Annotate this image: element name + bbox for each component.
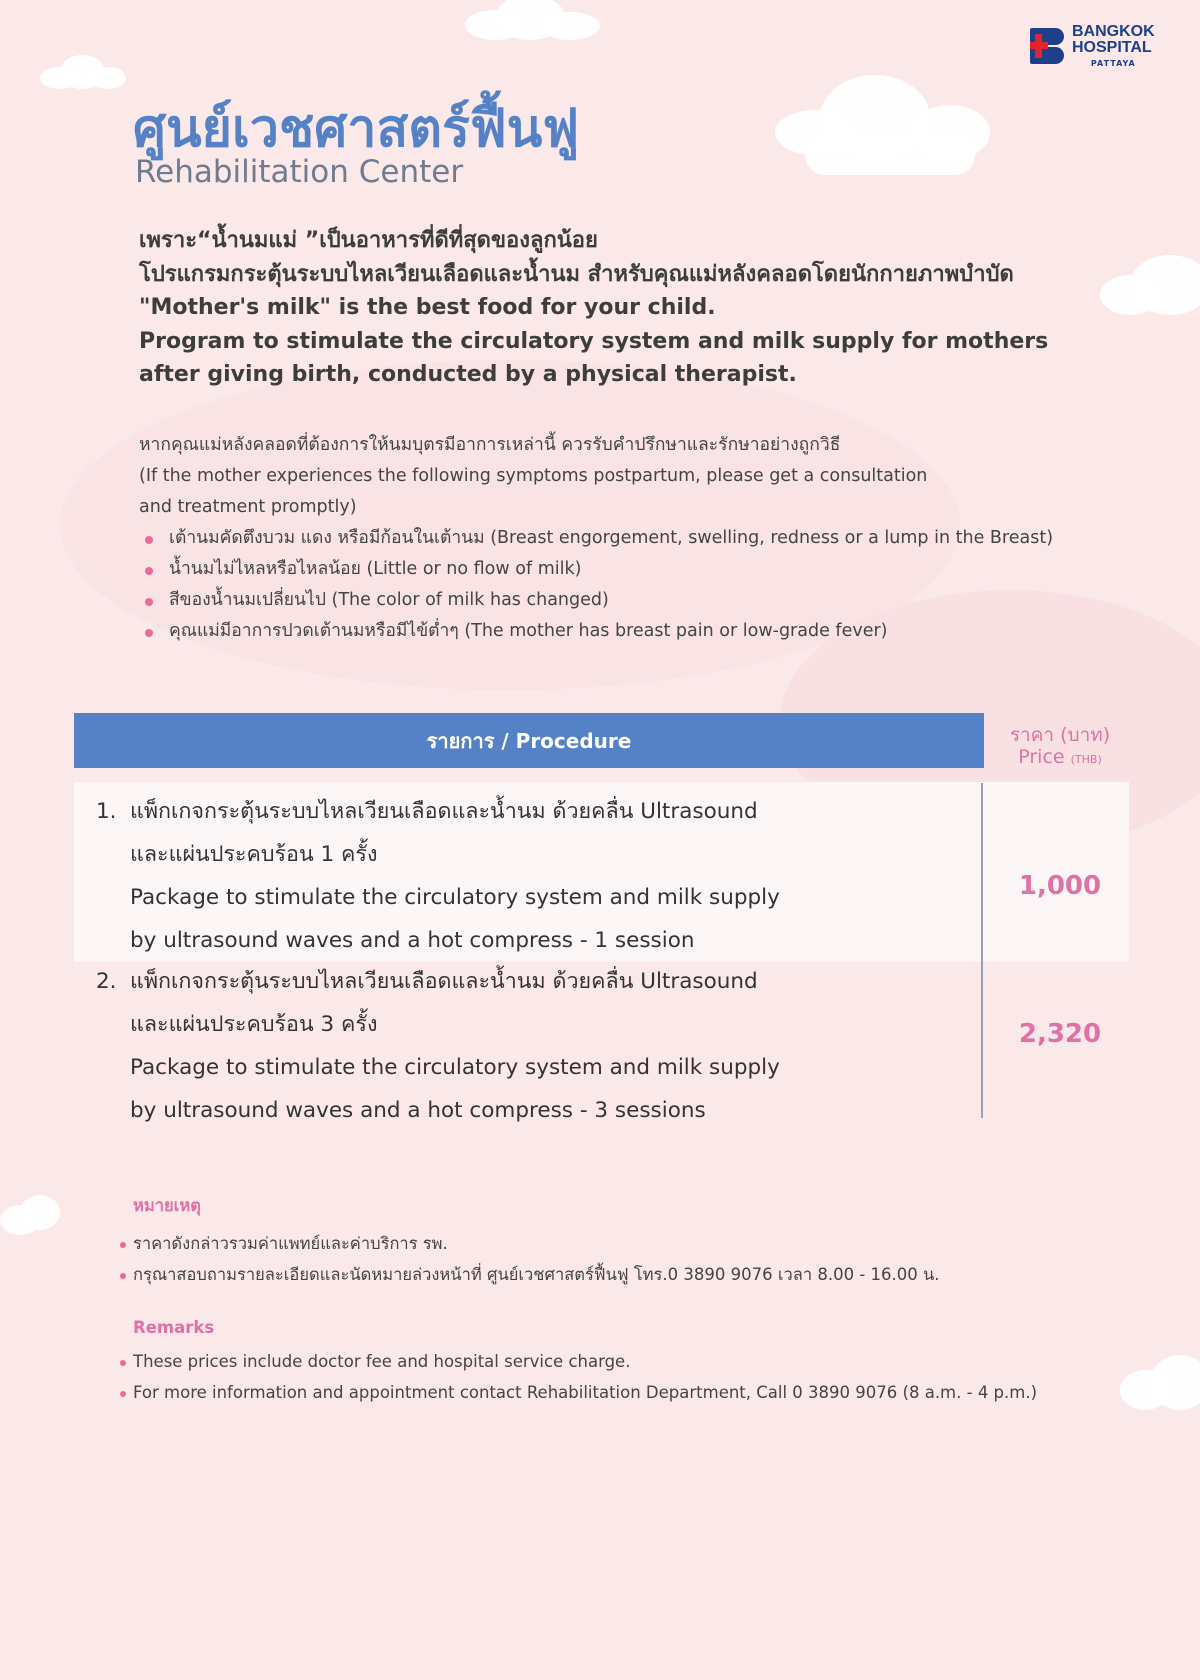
logo-name-line2: HOSPITAL xyxy=(1072,39,1152,56)
logo-branch: PATTAYA xyxy=(1090,59,1136,68)
symptom-list xyxy=(139,523,1053,647)
procedure-price: 1,000 xyxy=(1018,871,1102,901)
logo-name-line1: BANGKOK xyxy=(1072,23,1155,40)
procedure-line: Package to stimulate the circulatory system and milk supply xyxy=(130,1055,780,1080)
procedure-column-header: รายการ / Procedure xyxy=(74,713,984,768)
intro-line: after giving birth, conducted by a physical therapist. xyxy=(139,362,797,387)
hospital-logo xyxy=(1030,24,1155,68)
symptoms-lead-english: (If the mother experiences the following symptoms postpartum, please get a consultation xyxy=(139,466,928,486)
procedure-line: แพ็กเกจกระตุ้นระบบไหลเวียนเลือดและน้ำนม ด้วยคลื่น Ultrasound xyxy=(130,969,758,994)
intro-line: โปรแกรมกระตุ้นระบบไหลเวียนเลือดและน้ำนม สำหรับคุณแม่หลังคลอดโดยนักกายภาพบำบัด xyxy=(139,261,1014,287)
intro-line: เพราะ“น้ำนมแม่ ”เป็นอาหารที่ดีที่สุดของลูกน้อย xyxy=(139,228,598,253)
hospital-logo-icon xyxy=(1030,28,1064,64)
notes-english xyxy=(120,1318,1037,1408)
remarks-heading: Remarks xyxy=(133,1318,215,1337)
note-item: ราคาดังกล่าวรวมค่าแพทย์และค่าบริการ รพ. xyxy=(120,1228,940,1259)
page-title-english: Rehabilitation Center xyxy=(135,154,464,190)
page-title-thai: ศูนย์เวชศาสตร์ฟื้นฟู xyxy=(133,99,580,159)
notes-heading: หมายเหตุ xyxy=(133,1196,201,1215)
procedure-line: by ultrasound waves and a hot compress - 1 session xyxy=(130,928,695,953)
symptoms-section xyxy=(139,430,1053,647)
price-column-header xyxy=(985,724,1135,771)
procedure-line: by ultrasound waves and a hot compress - 3 sessions xyxy=(130,1098,706,1123)
symptom-item: เต้านมคัดตึงบวม แดง หรือมีก้อนในเต้านม (Breast engorgement, swelling, redness or a lump in the Breast) xyxy=(139,523,1053,554)
intro-line: "Mother's milk" is the best food for your child. xyxy=(139,295,716,320)
procedure-number: 2. xyxy=(96,969,117,994)
intro-line: Program to stimulate the circulatory system and milk supply for mothers xyxy=(139,328,1049,354)
procedure-line: และแผ่นประคบร้อน 1 ครั้ง xyxy=(130,842,378,867)
procedure-line: แพ็กเกจกระตุ้นระบบไหลเวียนเลือดและน้ำนม ด้วยคลื่น Ultrasound xyxy=(130,799,758,824)
symptom-item: คุณแม่มีอาการปวดเต้านมหรือมีไข้ต่ำๆ (The mother has breast pain or low-grade fever) xyxy=(139,616,1053,647)
procedure-line: และแผ่นประคบร้อน 3 ครั้ง xyxy=(130,1012,378,1037)
note-item: กรุณาสอบถามรายละเอียดและนัดหมายล่วงหน้าที่ ศูนย์เวชศาสตร์ฟื้นฟู โทร.0 3890 9076 เวลา 8.00 - 16.00 น. xyxy=(120,1259,940,1290)
symptom-item: สีของน้ำนมเปลี่ยนไป (The color of milk has changed) xyxy=(139,585,1053,616)
procedure-price: 2,320 xyxy=(1018,1019,1102,1049)
procedure-line: Package to stimulate the circulatory system and milk supply xyxy=(130,885,780,910)
price-header-thai: ราคา (บาท) xyxy=(1009,724,1111,746)
price-header-english: Price (THB) xyxy=(1018,746,1102,768)
symptoms-lead-english: and treatment promptly) xyxy=(139,497,357,517)
column-divider xyxy=(981,783,983,1118)
remark-item: These prices include doctor fee and hospital service charge. xyxy=(120,1346,1037,1377)
remark-item: For more information and appointment contact Rehabilitation Department, Call 0 3890 9076 (8 a.m. - 4 p.m.) xyxy=(120,1377,1037,1408)
notes-thai xyxy=(120,1193,940,1290)
symptoms-lead-thai: หากคุณแม่หลังคลอดที่ต้องการให้นมบุตรมีอาการเหล่านี้ ควรรับคำปรึกษาและรักษาอย่างถูกวิธี xyxy=(139,435,841,455)
symptom-item: น้ำนมไม่ไหลหรือไหลน้อย (Little or no flow of milk) xyxy=(139,554,1053,585)
procedure-number: 1. xyxy=(96,799,117,824)
intro-text xyxy=(139,224,1048,392)
